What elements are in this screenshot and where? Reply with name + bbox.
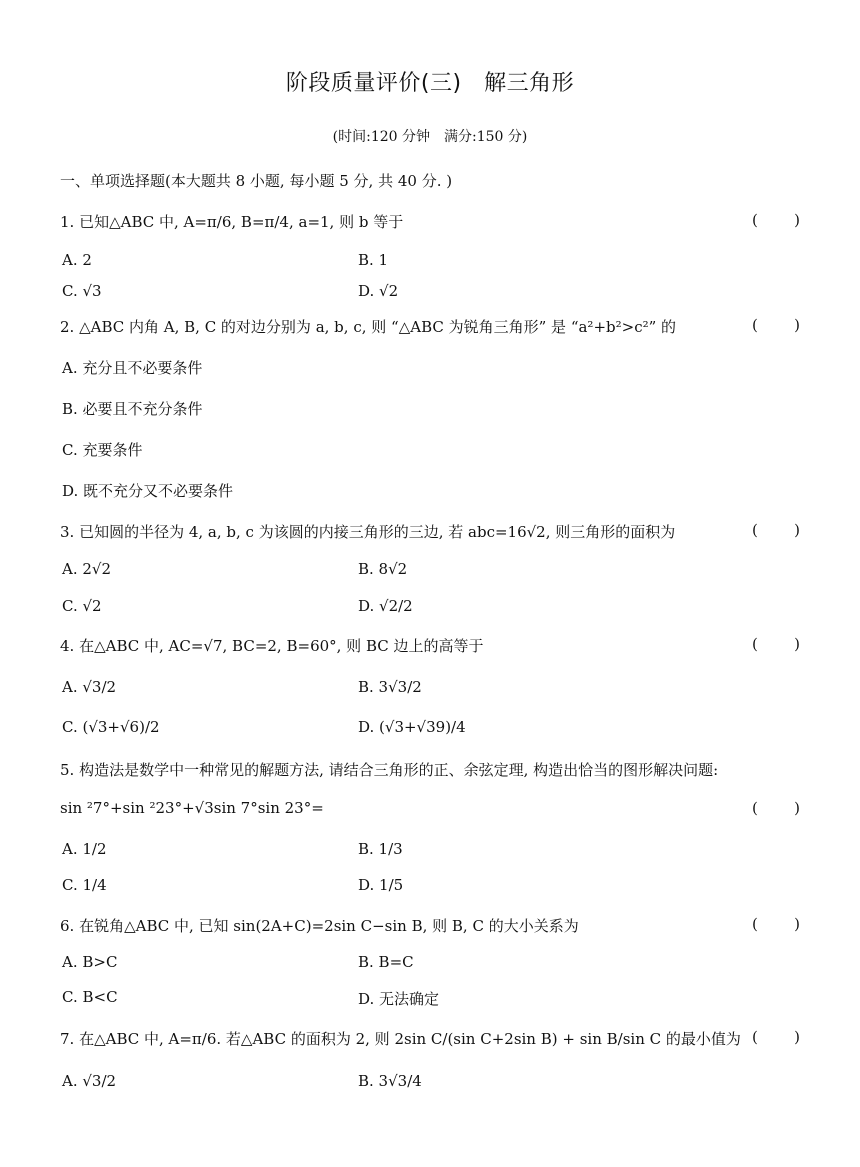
option-a: A. 2√2	[62, 560, 112, 578]
option-d: D. √2	[358, 282, 399, 300]
option-d: D. 无法确定	[358, 990, 440, 1008]
answer-paren: ( )	[752, 211, 800, 229]
exam-info: (时间:120 分钟 满分:150 分)	[332, 129, 528, 145]
answer-paren: ( )	[752, 799, 800, 817]
page-title: 阶段质量评价(三) 解三角形	[285, 71, 575, 96]
answer-paren: ( )	[752, 521, 800, 539]
option-b: B. 8√2	[358, 560, 408, 578]
answer-paren: ( )	[752, 1028, 800, 1046]
question-5-expression: sin ²7°+sin ²23°+√3sin 7°sin 23°=	[60, 799, 324, 817]
option-d: D. 1/5	[358, 876, 404, 894]
option-c: C. √2	[62, 597, 102, 615]
question-7-stem: 7. 在△ABC 中, A=π/6. 若△ABC 的面积为 2, 则 2sin C/(sin C+2sin B) + sin B/sin C 的最小值为	[60, 1030, 741, 1048]
question-3-stem: 3. 已知圆的半径为 4, a, b, c 为该圆的内接三角形的三边, 若 abc=16√2, 则三角形的面积为	[60, 523, 676, 541]
option-c: C. (√3+√6)/2	[62, 718, 160, 736]
option-c: C. B<C	[62, 988, 118, 1006]
option-a: A. 充分且不必要条件	[62, 359, 203, 377]
question-4-stem: 4. 在△ABC 中, AC=√7, BC=2, B=60°, 则 BC 边上的高等于	[60, 637, 484, 655]
question-1-stem: 1. 已知△ABC 中, A=π/6, B=π/4, a=1, 则 b 等于	[60, 213, 404, 231]
question-2-stem: 2. △ABC 内角 A, B, C 的对边分别为 a, b, c, 则 “△ABC 为锐角三角形” 是 “a²+b²>c²” 的	[60, 318, 677, 336]
option-d: D. (√3+√39)/4	[358, 718, 466, 736]
option-c: C. √3	[62, 282, 102, 300]
option-d: D. 既不充分又不必要条件	[62, 482, 234, 500]
option-a: A. √3/2	[62, 1072, 117, 1090]
section-heading: 一、单项选择题(本大题共 8 小题, 每小题 5 分, 共 40 分. )	[60, 172, 453, 190]
option-d: D. √2/2	[358, 597, 413, 615]
option-b: B. 1	[358, 251, 389, 269]
question-5-stem: 5. 构造法是数学中一种常见的解题方法, 请结合三角形的正、余弦定理, 构造出恰当的图形解决问题:	[60, 761, 719, 779]
option-b: B. B=C	[358, 953, 414, 971]
option-c: C. 充要条件	[62, 441, 143, 459]
option-c: C. 1/4	[62, 876, 107, 894]
option-b: B. 3√3/4	[358, 1072, 422, 1090]
option-a: A. √3/2	[62, 678, 117, 696]
answer-paren: ( )	[752, 915, 800, 933]
answer-paren: ( )	[752, 316, 800, 334]
option-b: B. 3√3/2	[358, 678, 422, 696]
option-b: B. 必要且不充分条件	[62, 400, 203, 418]
option-a: A. 1/2	[62, 840, 107, 858]
option-a: A. 2	[62, 251, 92, 269]
question-6-stem: 6. 在锐角△ABC 中, 已知 sin(2A+C)=2sin C−sin B, 则 B, C 的大小关系为	[60, 917, 579, 935]
option-b: B. 1/3	[358, 840, 403, 858]
option-a: A. B>C	[62, 953, 118, 971]
answer-paren: ( )	[752, 635, 800, 653]
